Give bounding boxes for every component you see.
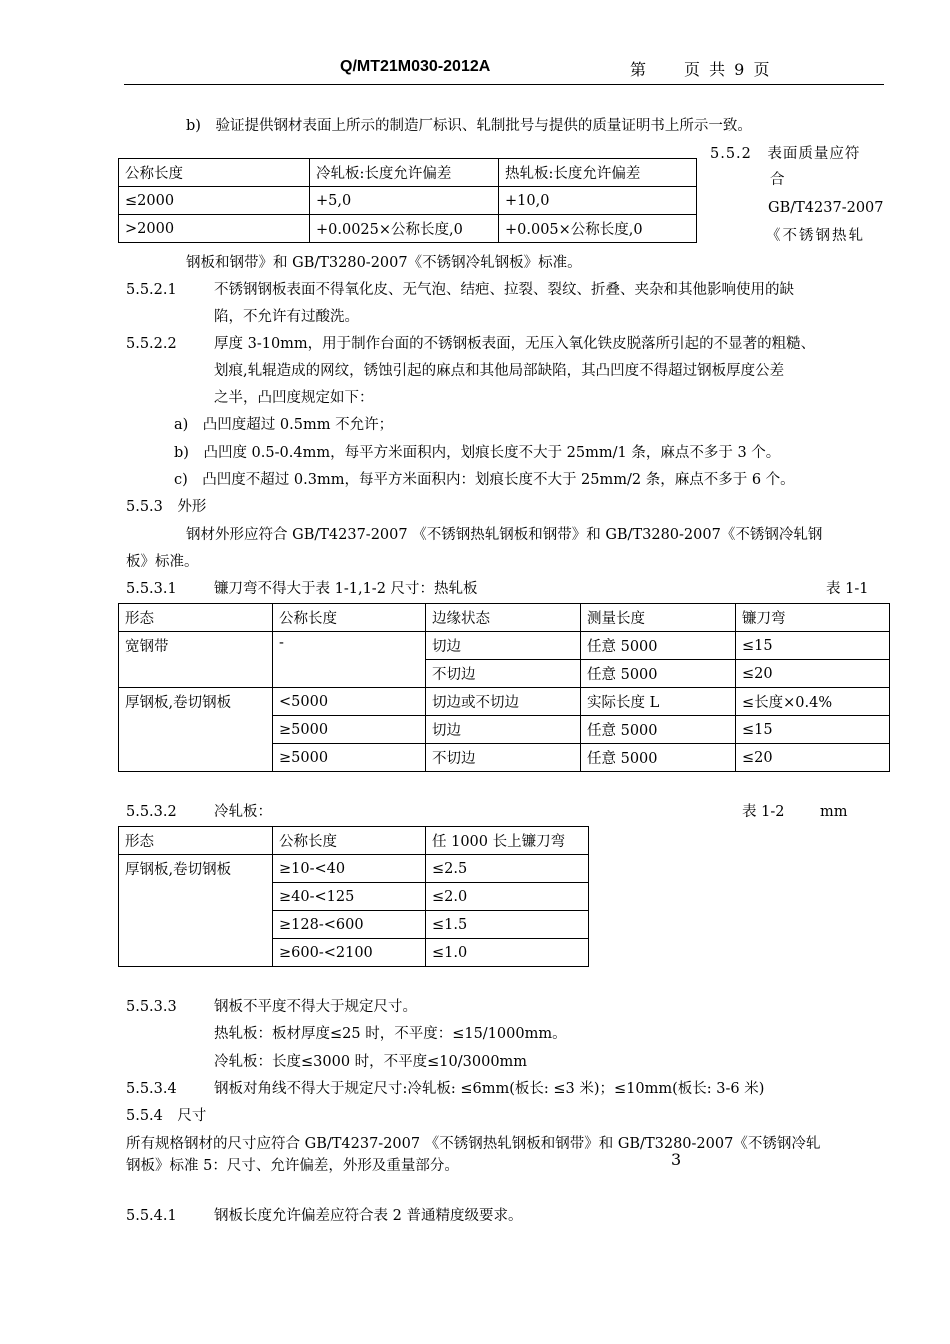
table-cell: ≤20 — [736, 744, 890, 772]
table-cell: 厚钢板,卷切钢板 — [119, 688, 273, 772]
length-deviation-table — [118, 158, 697, 243]
section-text: 钢板不平度不得大于规定尺寸。 — [214, 999, 417, 1015]
section-text: 划痕,轧辊造成的网纹，锈蚀引起的麻点和其他局部缺陷，其凸凹度不得超过钢板厚度公差 — [214, 363, 785, 379]
table-header-cell: 边缘状态 — [426, 604, 581, 632]
table-header-cell: 公称长度 — [119, 159, 310, 187]
table-header-cell: 任 1000 长上镰刀弯 — [426, 827, 589, 855]
table-cell: +0.0025×公称长度,0 — [310, 215, 499, 243]
table-cell: ≤15 — [736, 716, 890, 744]
camber-table-hot-rolled — [118, 603, 890, 772]
section-text: 厚度 3-10mm，用于制作台面的不锈钢板表面，无压入氧化铁皮脱落所引起的不显著的粗糙、 — [214, 336, 816, 352]
section-text: 陷，不允许有过酸洗。 — [214, 309, 359, 325]
table-header-cell: 热轧板:长度允许偏差 — [499, 159, 697, 187]
section-heading: 5.5.4 尺寸 — [126, 1108, 207, 1124]
table-cell: +5,0 — [310, 187, 499, 215]
table-header-cell: 镰刀弯 — [736, 604, 890, 632]
section-text: 钢板长度允许偏差应符合表 2 普通精度级要求。 — [214, 1208, 523, 1224]
verify-item-b: b) 验证提供钢材表面上所示的制造厂标识、轧制批号与提供的质量证明书上所示一致。 — [186, 118, 752, 134]
section-text: 所有规格钢材的尺寸应符合 GB/T4237-2007 《不锈钢热轧钢板和钢带》和 GB/T3280-2007《不锈钢冷轧 — [126, 1136, 821, 1152]
table-cell: ≤20 — [736, 660, 890, 688]
paragraph-continuation: 钢板和钢带》和 GB/T3280-2007《不锈钢冷轧钢板》标准。 — [186, 255, 582, 271]
table-cell: +0.005×公称长度,0 — [499, 215, 697, 243]
table-cell: ≤长度×0.4% — [736, 688, 890, 716]
table-cell: ≤1.5 — [426, 911, 589, 939]
table-header-cell: 形态 — [119, 604, 273, 632]
table-row — [119, 215, 697, 243]
table-cell: 厚钢板,卷切钢板 — [119, 855, 273, 967]
document-code: Q/MT21M030-2012A — [340, 58, 491, 75]
section-number: 5.5.2.2 — [126, 336, 177, 352]
table-header-cell: 测量长度 — [581, 604, 736, 632]
section-number: 5.5.3.3 — [126, 999, 177, 1015]
table-cell: 不切边 — [426, 660, 581, 688]
section-number: 5.5.3.2 — [126, 804, 177, 820]
table-cell: <5000 — [273, 688, 426, 716]
table-header-row — [119, 604, 890, 632]
table-cell: ≥600-<2100 — [273, 939, 426, 967]
section-heading: 5.5.3 外形 — [126, 499, 207, 515]
table-cell: ≤2000 — [119, 187, 310, 215]
table-row — [119, 688, 890, 716]
section-number: 5.5.3.1 — [126, 581, 177, 597]
section-text: 钢材外形应符合 GB/T4237-2007 《不锈钢热轧钢板和钢带》和 GB/T3280-2007《不锈钢冷轧钢 — [186, 527, 823, 543]
table-row — [119, 632, 890, 660]
table-cell: 任意 5000 — [581, 716, 736, 744]
table-cell: ≥40-<125 — [273, 883, 426, 911]
section-text: 镰刀弯不得大于表 1-1,1-2 尺寸：热轧板 — [214, 581, 478, 597]
side-note-line: GB/T4237-2007 — [768, 200, 884, 216]
table-cell: 实际长度 L — [581, 688, 736, 716]
table-header-cell: 公称长度 — [273, 604, 426, 632]
section-text: 不锈钢钢板表面不得氧化皮、无气泡、结疤、拉裂、裂纹、折叠、夹杂和其他影响使用的缺 — [214, 282, 794, 298]
table-cell: 切边或不切边 — [426, 688, 581, 716]
section-text: 钢板对角线不得大于规定尺寸:冷轧板: ≤6mm(板长: ≤3 米)；≤10mm(板长: 3-6 米) — [214, 1081, 765, 1097]
table-cell: ≤1.0 — [426, 939, 589, 967]
table-header-row — [119, 827, 589, 855]
table-header-row — [119, 159, 697, 187]
table-unit: mm — [820, 804, 848, 820]
header-rule — [124, 84, 884, 85]
section-text: 钢板》标准 5：尺寸、允许偏差，外形及重量部分。 — [126, 1158, 459, 1174]
table-header-cell: 公称长度 — [273, 827, 426, 855]
table-cell: 任意 5000 — [581, 744, 736, 772]
camber-table-cold-rolled — [118, 826, 589, 967]
side-note-line: 合 — [770, 172, 785, 188]
section-text: 热轧板：板材厚度≤25 时，不平度：≤15/1000mm。 — [214, 1026, 567, 1042]
list-item: a) 凸凹度超过 0.5mm 不允许； — [174, 417, 394, 433]
table-cell: - — [273, 632, 426, 688]
table-cell: >2000 — [119, 215, 310, 243]
list-item: c) 凸凹度不超过 0.3mm，每平方米面积内：划痕长度不大于 25mm/2 条，麻点不多于 6 个。 — [174, 472, 795, 488]
page-number: 3 — [671, 1150, 682, 1169]
table-label: 表 1-2 — [742, 804, 785, 820]
list-item: b) 凸凹度 0.5-0.4mm，每平方米面积内，划痕长度不大于 25mm/1 条，麻点不多于 3 个。 — [174, 445, 781, 461]
section-number: 5.5.4.1 — [126, 1208, 177, 1224]
table-row — [119, 187, 697, 215]
section-text: 冷轧板：长度≤3000 时，不平度≤10/3000mm — [214, 1054, 528, 1070]
section-text: 之半，凸凹度规定如下： — [214, 390, 374, 406]
table-cell: ≥5000 — [273, 744, 426, 772]
table-cell: 切边 — [426, 632, 581, 660]
table-cell: ≤2.0 — [426, 883, 589, 911]
table-cell: 任意 5000 — [581, 632, 736, 660]
table-cell: ≥10-<40 — [273, 855, 426, 883]
table-cell: 不切边 — [426, 744, 581, 772]
section-text: 冷轧板： — [214, 804, 272, 820]
table-cell: ≥5000 — [273, 716, 426, 744]
table-cell: ≥128-<600 — [273, 911, 426, 939]
table-cell: ≤2.5 — [426, 855, 589, 883]
table-cell: +10,0 — [499, 187, 697, 215]
table-header-cell: 冷轧板:长度允许偏差 — [310, 159, 499, 187]
page-indicator: 第 页 共 9 页 — [630, 60, 772, 79]
section-number: 5.5.2.1 — [126, 282, 177, 298]
table-header-cell: 形态 — [119, 827, 273, 855]
side-note-line: 《不锈钢热轧 — [766, 228, 865, 244]
table-cell: 任意 5000 — [581, 660, 736, 688]
section-number: 5.5.3.4 — [126, 1081, 177, 1097]
table-label: 表 1-1 — [826, 581, 869, 597]
table-cell: ≤15 — [736, 632, 890, 660]
table-row — [119, 855, 589, 883]
side-note-line: 5.5.2 表面质量应符 — [710, 146, 861, 162]
section-text: 板》标准。 — [126, 554, 199, 570]
table-cell: 宽钢带 — [119, 632, 273, 688]
table-cell: 切边 — [426, 716, 581, 744]
